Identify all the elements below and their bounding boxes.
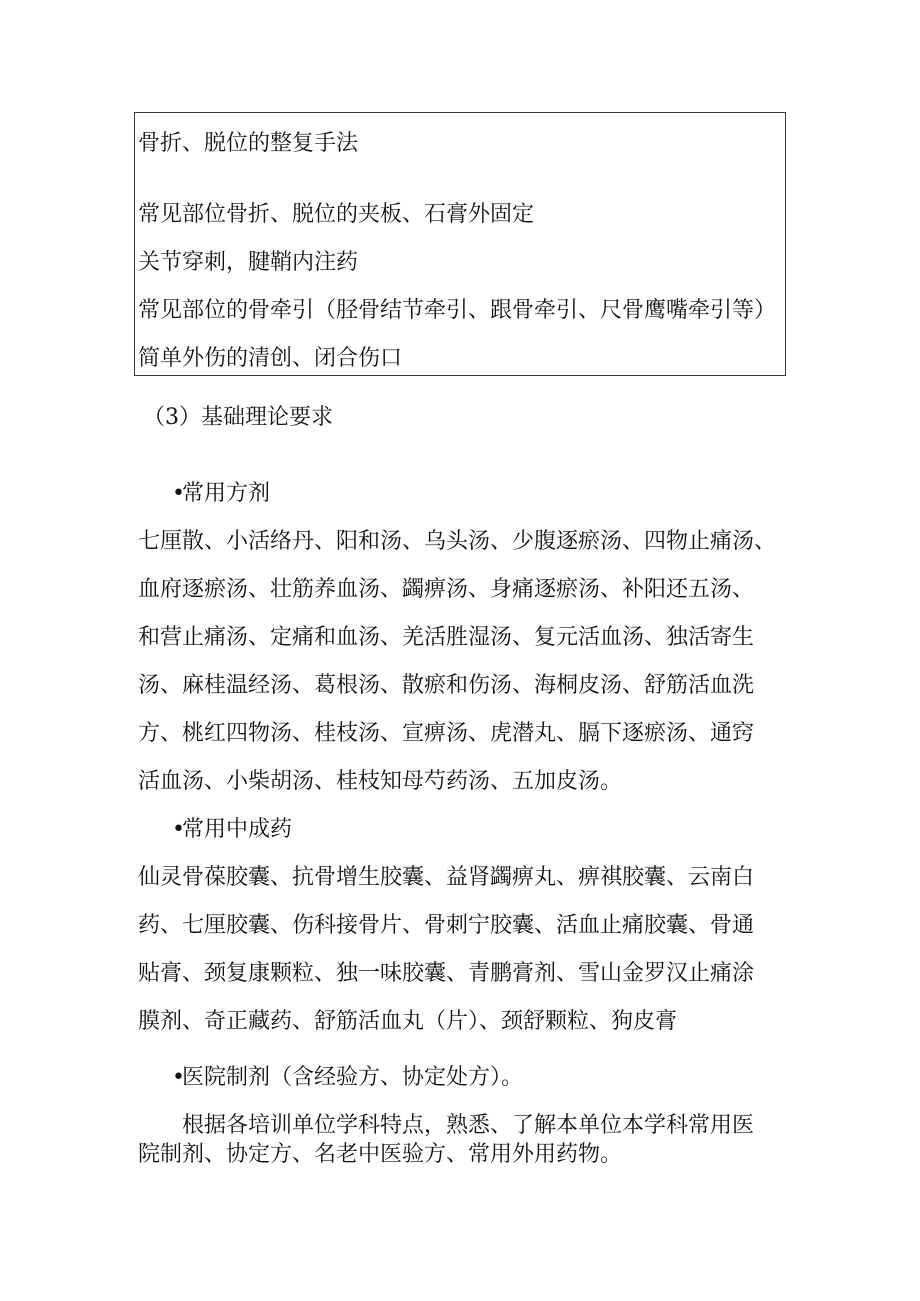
skill-item: 常见部位骨折、脱位的夹板、石膏外固定: [138, 202, 535, 227]
patent-medicines-title: 常用中成药: [182, 817, 293, 842]
formulas-title: 常用方剂: [182, 481, 271, 506]
formulas-heading: [172, 479, 270, 509]
patent-medicines-heading: [172, 815, 292, 845]
bullet-icon: •: [172, 817, 185, 842]
hospital-preparations-title: 医院制剂（含经验方、协定处方）。: [182, 1065, 524, 1090]
formulas-line: 汤、麻桂温经汤、葛根汤、散瘀和伤汤、海桐皮汤、舒筋活血洗: [138, 673, 755, 698]
skills-table: [134, 112, 786, 376]
formulas-line: 方、桃红四物汤、桂枝汤、宣痹汤、虎潜丸、膈下逐瘀汤、通窍: [138, 721, 755, 746]
formulas-line: 和营止痛汤、定痛和血汤、羌活胜湿汤、复元活血汤、独活寄生: [138, 625, 755, 650]
formulas-line: 血府逐瘀汤、壮筋养血汤、蠲痹汤、身痛逐瘀汤、补阳还五汤、: [138, 577, 755, 602]
skill-item: 常见部位的骨牵引（胫骨结节牵引、跟骨牵引、尺骨鹰嘴牵引等）: [138, 298, 777, 323]
hospital-preparations-heading: [172, 1063, 523, 1093]
bullet-icon: •: [172, 1065, 185, 1090]
patent-medicines-line: 膜剂、奇正藏药、舒筋活血丸（片）、颈舒颗粒、狗皮膏: [138, 1009, 678, 1034]
hospital-preparations-line: 根据各培训单位学科特点，熟悉、了解本单位本学科常用医: [138, 1113, 755, 1138]
section-heading: （3）基础理论要求: [143, 405, 333, 430]
skill-item: 关节穿刺，腱鞘内注药: [138, 250, 359, 275]
formulas-line: 活血汤、小柴胡汤、桂枝知母芍药汤、五加皮汤。: [138, 769, 623, 794]
formulas-line: 七厘散、小活络丹、阳和汤、乌头汤、少腹逐瘀汤、四物止痛汤、: [138, 529, 777, 554]
bullet-icon: •: [172, 481, 185, 506]
skill-item: 简单外伤的清创、闭合伤口: [138, 346, 403, 371]
hospital-preparations-line: 院制剂、协定方、名老中医验方、常用外用药物。: [138, 1142, 623, 1167]
patent-medicines-line: 贴膏、颈复康颗粒、独一味胶囊、青鹏膏剂、雪山金罗汉止痛涂: [138, 961, 755, 986]
skill-item: 骨折、脱位的整复手法: [138, 131, 359, 156]
patent-medicines-line: 仙灵骨葆胶囊、抗骨增生胶囊、益肾蠲痹丸、痹祺胶囊、云南白: [138, 865, 755, 890]
patent-medicines-line: 药、七厘胶囊、伤科接骨片、骨刺宁胶囊、活血止痛胶囊、骨通: [138, 913, 755, 938]
